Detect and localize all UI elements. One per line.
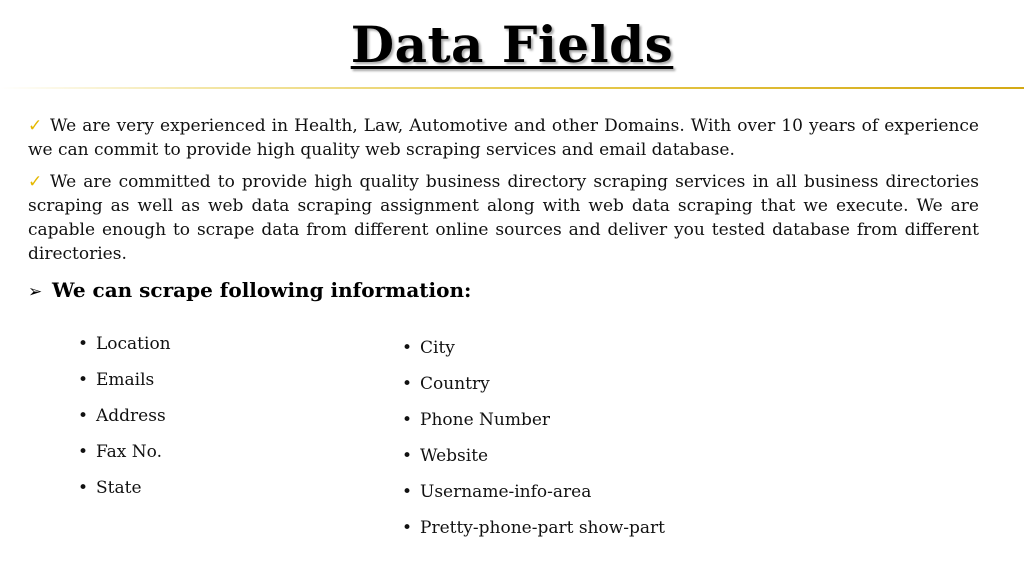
bullet-dot-icon: •: [78, 370, 89, 390]
list-item: • Username-info-area: [402, 482, 592, 502]
slide-title: Data Fields: [350, 15, 674, 74]
bullet-dot-icon: •: [78, 406, 89, 426]
arrow-bullet-icon: ➢: [28, 282, 43, 302]
list-item: • State: [78, 478, 142, 498]
bullet-dot-icon: •: [402, 338, 413, 358]
bullet-dot-icon: •: [402, 410, 413, 430]
list-item: • City: [402, 338, 455, 358]
list-item: • Country: [402, 374, 490, 394]
paragraph-text: We are committed to provide high quality business directory scraping services in all business directories scraping as well as web data scraping assignment along with web data scraping that we execute. We are capable enough to scrape data from different online sources and deliver you tested database from different directories.: [28, 172, 979, 264]
list-item: • Location: [78, 334, 171, 354]
bullet-dot-icon: •: [402, 446, 413, 466]
fields-list-right: [402, 336, 665, 552]
paragraph-commitment: [28, 170, 979, 266]
list-item: • Emails: [78, 370, 155, 390]
list-item: • Fax No.: [78, 442, 162, 462]
paragraph-experience: [28, 114, 979, 162]
checkmark-icon: ✓: [28, 172, 43, 192]
bullet-dot-icon: •: [402, 374, 413, 394]
bullet-dot-icon: •: [78, 478, 89, 498]
bullet-dot-icon: •: [402, 482, 413, 502]
bullet-dot-icon: •: [402, 518, 413, 538]
bullet-dot-icon: •: [78, 334, 89, 354]
bullet-dot-icon: •: [78, 442, 89, 462]
list-item: • Address: [78, 406, 166, 426]
list-item: • Phone Number: [402, 410, 551, 430]
list-item: • Pretty-phone-part show-part: [402, 518, 666, 538]
list-item: • Website: [402, 446, 489, 466]
paragraph-text: We are very experienced in Health, Law, Automotive and other Domains. With over 10 years of experience we can commit to provide high quality web scraping services and email database.: [28, 116, 979, 160]
fields-list-left: [78, 332, 171, 512]
title-divider: [0, 87, 1024, 89]
checkmark-icon: ✓: [28, 116, 43, 136]
section-subheading: [28, 277, 471, 305]
subheading-text: We can scrape following information:: [52, 278, 472, 302]
